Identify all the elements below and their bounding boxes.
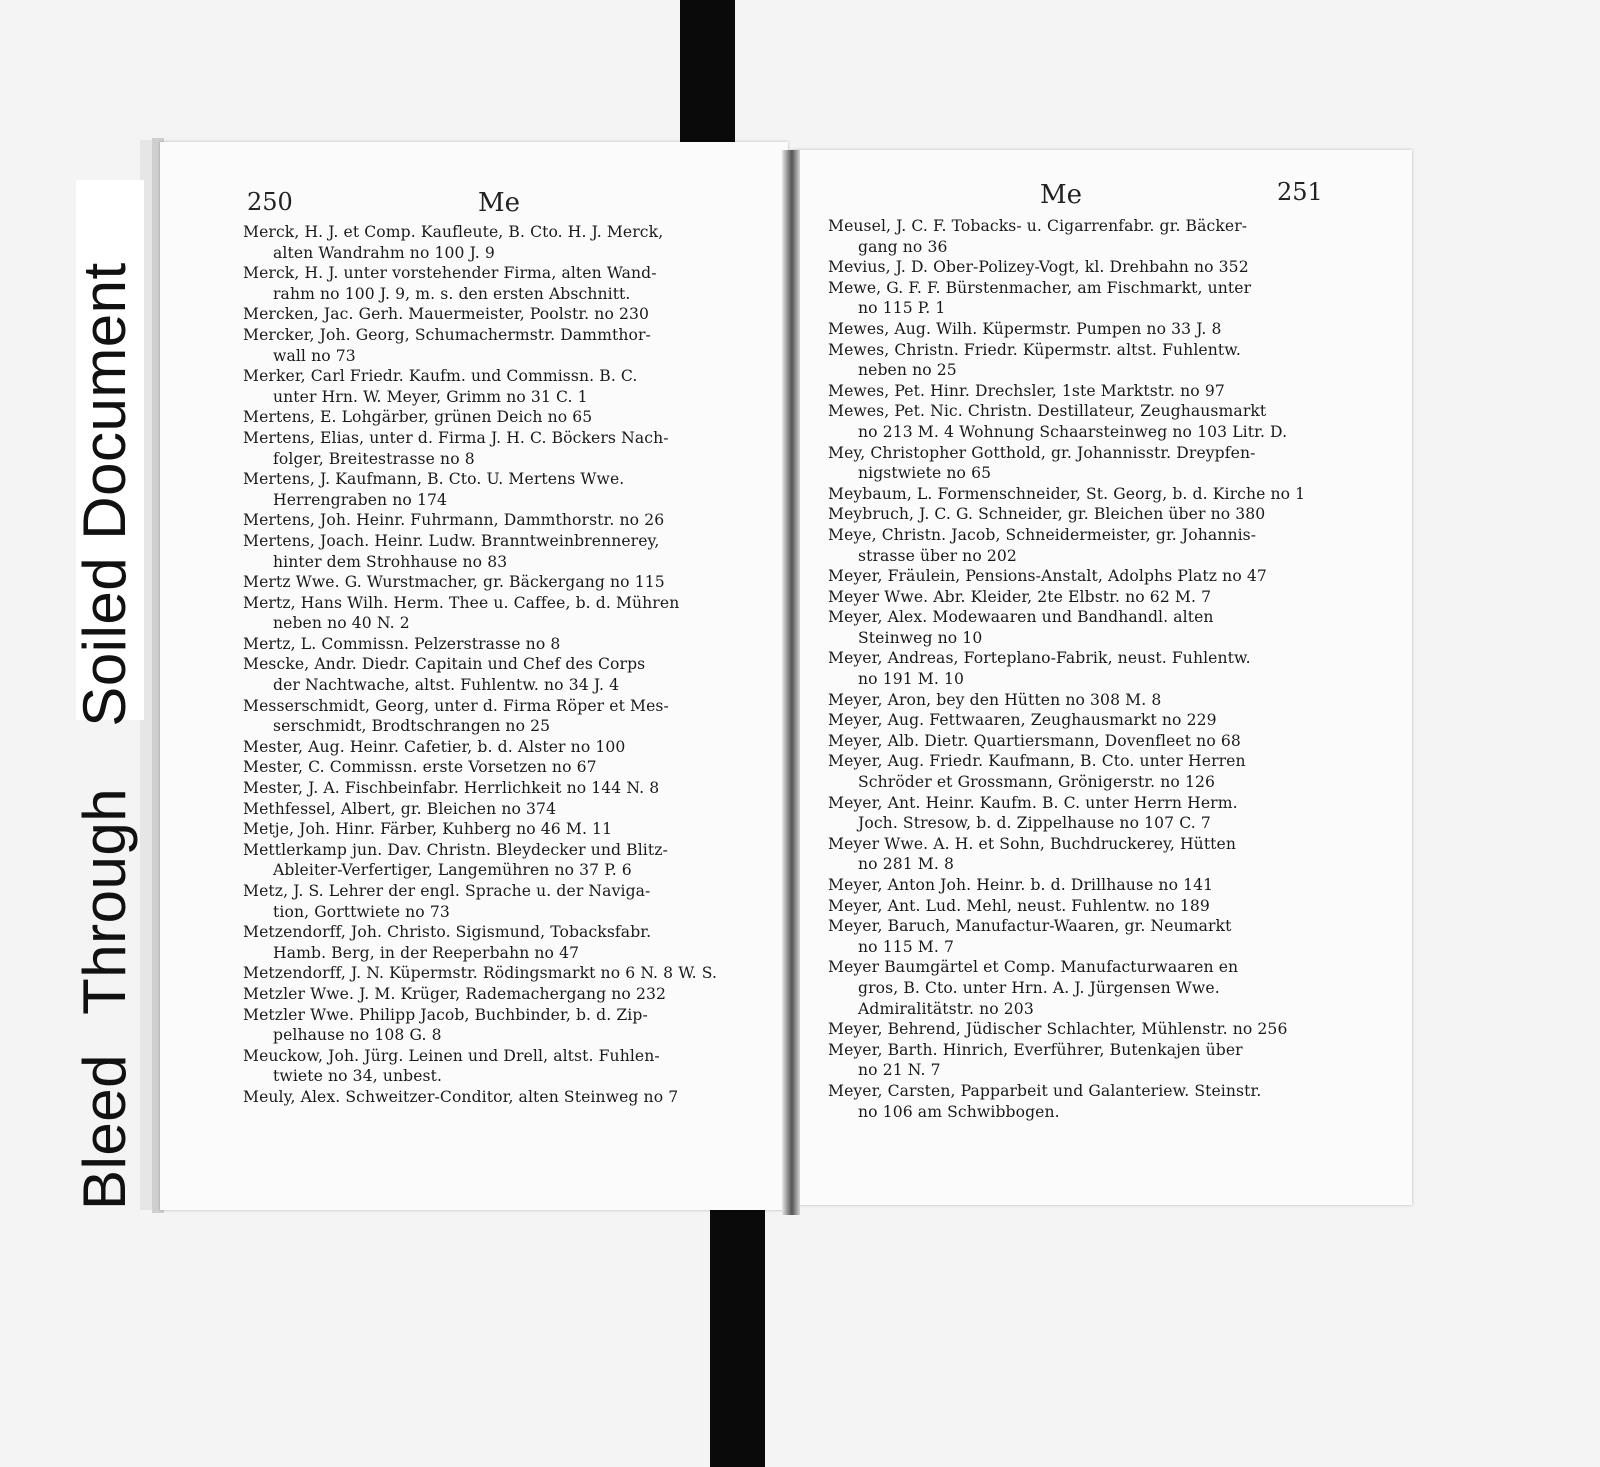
entry-line: Mevius, J. D. Ober-Polizey-Vogt, kl. Drehbahn no 352 xyxy=(828,258,1249,277)
book-gutter xyxy=(782,150,800,1215)
entry-continuation-line: strasse über no 202 xyxy=(858,546,1017,565)
entry-line: Mewes, Pet. Nic. Christn. Destillateur, Zeughausmarkt xyxy=(828,402,1267,421)
entry-continuation-line: unter Hrn. W. Meyer, Grimm no 31 C. 1 xyxy=(273,387,588,406)
directory-entry xyxy=(828,216,1305,257)
entry-continuation-line: no 21 N. 7 xyxy=(858,1061,941,1080)
directory-entry xyxy=(828,340,1305,381)
entry-line: Mester, Aug. Heinr. Cafetier, b. d. Alster no 100 xyxy=(243,737,626,756)
directory-entry xyxy=(828,690,1305,711)
left-directory-entries xyxy=(243,222,717,1108)
directory-entry xyxy=(243,634,717,655)
directory-entry xyxy=(243,263,717,304)
entry-line: Meyer, Ant. Heinr. Kaufm. B. C. unter Herrn Herm. xyxy=(828,793,1238,812)
directory-entry xyxy=(243,531,717,572)
directory-entry xyxy=(828,278,1305,319)
directory-entry xyxy=(828,566,1305,587)
right-page-number: 251 xyxy=(1277,178,1323,206)
entry-continuation-line: no 213 M. 4 Wohnung Schaarsteinweg no 103 Litr. D. xyxy=(858,422,1288,441)
entry-line: Mercken, Jac. Gerh. Mauermeister, Poolstr. no 230 xyxy=(243,305,650,324)
entry-continuation-line: hinter dem Strohhause no 83 xyxy=(273,552,508,571)
directory-entry xyxy=(243,366,717,407)
entry-line: Meyer, Fräulein, Pensions-Anstalt, Adolphs Platz no 47 xyxy=(828,567,1267,586)
entry-line: Merker, Carl Friedr. Kaufm. und Commissn. B. C. xyxy=(243,367,638,386)
directory-entry xyxy=(828,957,1305,1019)
binding-strap-bottom xyxy=(710,1210,765,1467)
entry-line: Meybaum, L. Formenschneider, St. Georg, b. d. Kirche no 1 xyxy=(828,484,1306,503)
right-running-head: Me xyxy=(1040,180,1083,210)
entry-continuation-line: nigstwiete no 65 xyxy=(858,464,992,483)
entry-line: Metzler Wwe. J. M. Krüger, Rademachergang no 232 xyxy=(243,984,667,1003)
entry-line: Meyer, Aug. Friedr. Kaufmann, B. Cto. unter Herren xyxy=(828,752,1246,771)
entry-line: Meyer, Ant. Lud. Mehl, neust. Fuhlentw. no 189 xyxy=(828,896,1210,915)
entry-line: Mertens, E. Lohgärber, grünen Deich no 65 xyxy=(243,408,593,427)
directory-entry xyxy=(243,737,717,758)
left-running-head: Me xyxy=(478,188,521,218)
entry-continuation-line: pelhause no 108 G. 8 xyxy=(273,1026,442,1045)
directory-entry xyxy=(828,896,1305,917)
entry-line: Meuly, Alex. Schweitzer-Conditor, alten Steinweg no 7 xyxy=(243,1087,679,1106)
entry-continuation-line: Schröder et Grossmann, Grönigerstr. no 126 xyxy=(858,773,1216,792)
entry-line: Metzler Wwe. Philipp Jacob, Buchbinder, b. d. Zip- xyxy=(243,1005,648,1024)
entry-continuation-line: tion, Gorttwiete no 73 xyxy=(273,902,450,921)
entry-line: Metzendorff, Joh. Christo. Sigismund, Tobacksfabr. xyxy=(243,923,652,942)
directory-entry xyxy=(828,381,1305,402)
entry-line: Mettlerkamp jun. Dav. Christn. Bleydecker und Blitz- xyxy=(243,840,668,859)
directory-entry xyxy=(243,572,717,593)
directory-entry xyxy=(828,504,1305,525)
entry-continuation-line: neben no 40 N. 2 xyxy=(273,614,410,633)
entry-line: Meusel, J. C. F. Tobacks- u. Cigarrenfabr. gr. Bäcker- xyxy=(828,217,1248,235)
entry-line: Methfessel, Albert, gr. Bleichen no 374 xyxy=(243,799,557,818)
directory-entry xyxy=(828,834,1305,875)
directory-entry xyxy=(828,751,1305,792)
entry-continuation-line: der Nachtwache, altst. Fuhlentw. no 34 J. 4 xyxy=(273,676,620,695)
entry-line: Mester, C. Commissn. erste Vorsetzen no 67 xyxy=(243,758,597,777)
entry-continuation-line: no 106 am Schwibbogen. xyxy=(858,1102,1060,1121)
entry-line: Meyer, Carsten, Papparbeit und Galanteriew. Steinstr. xyxy=(828,1081,1262,1100)
condition-label-text xyxy=(70,180,140,1210)
directory-entry xyxy=(243,1087,717,1108)
directory-entry xyxy=(243,428,717,469)
entry-line: Meyer, Aug. Fettwaaren, Zeughausmarkt no 229 xyxy=(828,711,1217,730)
directory-entry xyxy=(243,510,717,531)
entry-line: Mertz, Hans Wilh. Herm. Thee u. Caffee, b. d. Mühren xyxy=(243,593,680,612)
label-word-bleed: Bleed xyxy=(71,1054,138,1210)
entry-line: Meyer Wwe. A. H. et Sohn, Buchdruckerey, Hütten xyxy=(828,834,1237,853)
entry-continuation-line: rahm no 100 J. 9, m. s. den ersten Abschnitt. xyxy=(273,284,631,303)
directory-entry xyxy=(243,819,717,840)
directory-entry xyxy=(243,1046,717,1087)
entry-continuation-line: no 115 M. 7 xyxy=(858,937,955,956)
directory-entry xyxy=(243,984,717,1005)
entry-line: Mester, J. A. Fischbeinfabr. Herrlichkeit no 144 N. 8 xyxy=(243,779,660,798)
entry-continuation-line: Ableiter-Verfertiger, Langemühren no 37 P. 6 xyxy=(273,861,632,880)
entry-continuation-line: no 115 P. 1 xyxy=(858,299,946,318)
label-word-soiled-document: Soiled Document xyxy=(71,262,138,727)
directory-entry xyxy=(243,757,717,778)
entry-continuation-line: Steinweg no 10 xyxy=(858,628,983,647)
entry-continuation-line: twiete no 34, unbest. xyxy=(273,1067,443,1086)
entry-line: Meyer, Barth. Hinrich, Everführer, Butenkajen über xyxy=(828,1040,1243,1059)
binding-strap-top xyxy=(680,0,735,160)
left-page-number: 250 xyxy=(247,188,293,216)
entry-line: Meyer, Alex. Modewaaren und Bandhandl. alten xyxy=(828,608,1214,627)
entry-continuation-line: Joch. Stresow, b. d. Zippelhause no 107 C. 7 xyxy=(858,814,1211,833)
directory-entry xyxy=(243,654,717,695)
directory-entry xyxy=(828,484,1305,505)
directory-entry xyxy=(243,304,717,325)
entry-line: Meyer Baumgärtel et Comp. Manufacturwaaren en xyxy=(828,958,1239,977)
entry-line: Meuckow, Joh. Jürg. Leinen und Drell, altst. Fuhlen- xyxy=(243,1046,660,1065)
entry-line: Meyer, Aron, bey den Hütten no 308 M. 8 xyxy=(828,690,1162,709)
directory-entry xyxy=(828,443,1305,484)
entry-line: Meye, Christn. Jacob, Schneidermeister, gr. Johannis- xyxy=(828,525,1257,544)
directory-entry xyxy=(243,778,717,799)
entry-line: Meyer, Anton Joh. Heinr. b. d. Drillhause no 141 xyxy=(828,876,1214,894)
directory-entry xyxy=(243,593,717,634)
right-directory-entries xyxy=(828,216,1305,1122)
directory-entry xyxy=(243,881,717,922)
entry-line: Meyer, Behrend, Jüdischer Schlachter, Mühlenstr. no 256 xyxy=(828,1020,1288,1039)
directory-entry xyxy=(243,696,717,737)
directory-entry xyxy=(828,607,1305,648)
entry-line: Mercker, Joh. Georg, Schumachermstr. Dammthor- xyxy=(243,325,651,344)
entry-line: Meyer, Alb. Dietr. Quartiersmann, Dovenfleet no 68 xyxy=(828,731,1241,750)
directory-entry xyxy=(828,648,1305,689)
entry-continuation-line: no 191 M. 10 xyxy=(858,670,965,689)
entry-continuation-line: folger, Breitestrasse no 8 xyxy=(273,449,475,468)
entry-line: Merck, H. J. et Comp. Kaufleute, B. Cto. H. J. Merck, xyxy=(243,223,664,241)
directory-entry xyxy=(828,525,1305,566)
entry-continuation-line: Hamb. Berg, in der Reeperbahn no 47 xyxy=(273,943,580,962)
directory-entry xyxy=(243,963,717,984)
entry-line: Mertz Wwe. G. Wurstmacher, gr. Bäckergang no 115 xyxy=(243,573,665,592)
directory-entry xyxy=(243,407,717,428)
entry-continuation-line: neben no 25 xyxy=(858,361,957,380)
entry-line: Meyer Wwe. Abr. Kleider, 2te Elbstr. no 62 M. 7 xyxy=(828,587,1212,606)
entry-continuation-line: gang no 36 xyxy=(858,237,948,256)
directory-entry xyxy=(828,257,1305,278)
directory-entry xyxy=(243,799,717,820)
entry-line: Metje, Joh. Hinr. Färber, Kuhberg no 46 M. 11 xyxy=(243,820,613,839)
directory-entry xyxy=(828,319,1305,340)
entry-line: Mertens, Joh. Heinr. Fuhrmann, Dammthorstr. no 26 xyxy=(243,511,665,530)
directory-entry xyxy=(243,469,717,510)
entry-line: Metz, J. S. Lehrer der engl. Sprache u. der Naviga- xyxy=(243,882,651,900)
entry-line: Messerschmidt, Georg, unter d. Firma Röper et Mes- xyxy=(243,696,669,715)
directory-entry xyxy=(828,731,1305,752)
entry-continuation-line: alten Wandrahm no 100 J. 9 xyxy=(273,243,495,262)
directory-entry xyxy=(243,222,717,263)
entry-line: Meyer, Baruch, Manufactur-Waaren, gr. Neumarkt xyxy=(828,917,1232,936)
directory-entry xyxy=(243,840,717,881)
directory-entry xyxy=(243,325,717,366)
directory-entry xyxy=(828,710,1305,731)
directory-entry xyxy=(243,1005,717,1046)
entry-continuation-line: no 281 M. 8 xyxy=(858,855,955,874)
entry-line: Meybruch, J. C. G. Schneider, gr. Bleichen über no 380 xyxy=(828,505,1266,524)
entry-line: Mewes, Pet. Hinr. Drechsler, 1ste Marktstr. no 97 xyxy=(828,381,1225,400)
directory-entry xyxy=(828,1040,1305,1081)
condition-label xyxy=(70,180,140,1210)
entry-line: Metzendorff, J. N. Küpermstr. Rödingsmarkt no 6 N. 8 W. S. xyxy=(243,964,718,983)
label-word-through: Through xyxy=(71,787,138,1015)
entry-continuation-line: gros, B. Cto. unter Hrn. A. J. Jürgensen Wwe. xyxy=(858,978,1220,997)
entry-line: Mewe, G. F. F. Bürstenmacher, am Fischmarkt, unter xyxy=(828,278,1252,297)
entry-continuation-line: Admiralitätstr. no 203 xyxy=(858,999,1034,1018)
entry-line: Mescke, Andr. Diedr. Capitain und Chef des Corps xyxy=(243,655,646,674)
entry-line: Mertz, L. Commissn. Pelzerstrasse no 8 xyxy=(243,634,561,653)
entry-line: Merck, H. J. unter vorstehender Firma, alten Wand- xyxy=(243,264,657,283)
directory-entry xyxy=(828,1081,1305,1122)
directory-entry xyxy=(828,1019,1305,1040)
entry-line: Mewes, Aug. Wilh. Küpermstr. Pumpen no 33 J. 8 xyxy=(828,319,1222,338)
entry-continuation-line: wall no 73 xyxy=(273,346,356,365)
entry-line: Mertens, Elias, unter d. Firma J. H. C. Böckers Nach- xyxy=(243,428,669,447)
entry-line: Mey, Christopher Gotthold, gr. Johannisstr. Dreypfen- xyxy=(828,443,1256,462)
directory-entry xyxy=(828,916,1305,957)
entry-continuation-line: serschmidt, Brodtschrangen no 25 xyxy=(273,717,551,736)
directory-entry xyxy=(828,401,1305,442)
directory-entry xyxy=(243,922,717,963)
entry-line: Mertens, Joach. Heinr. Ludw. Branntweinbrennerey, xyxy=(243,531,660,550)
entry-line: Mertens, J. Kaufmann, B. Cto. U. Mertens Wwe. xyxy=(243,470,625,489)
directory-entry xyxy=(828,587,1305,608)
directory-entry xyxy=(828,875,1305,896)
entry-line: Mewes, Christn. Friedr. Küpermstr. altst. Fuhlentw. xyxy=(828,340,1241,359)
entry-line: Meyer, Andreas, Forteplano-Fabrik, neust. Fuhlentw. xyxy=(828,649,1251,668)
directory-entry xyxy=(828,793,1305,834)
entry-continuation-line: Herrengraben no 174 xyxy=(273,490,448,509)
